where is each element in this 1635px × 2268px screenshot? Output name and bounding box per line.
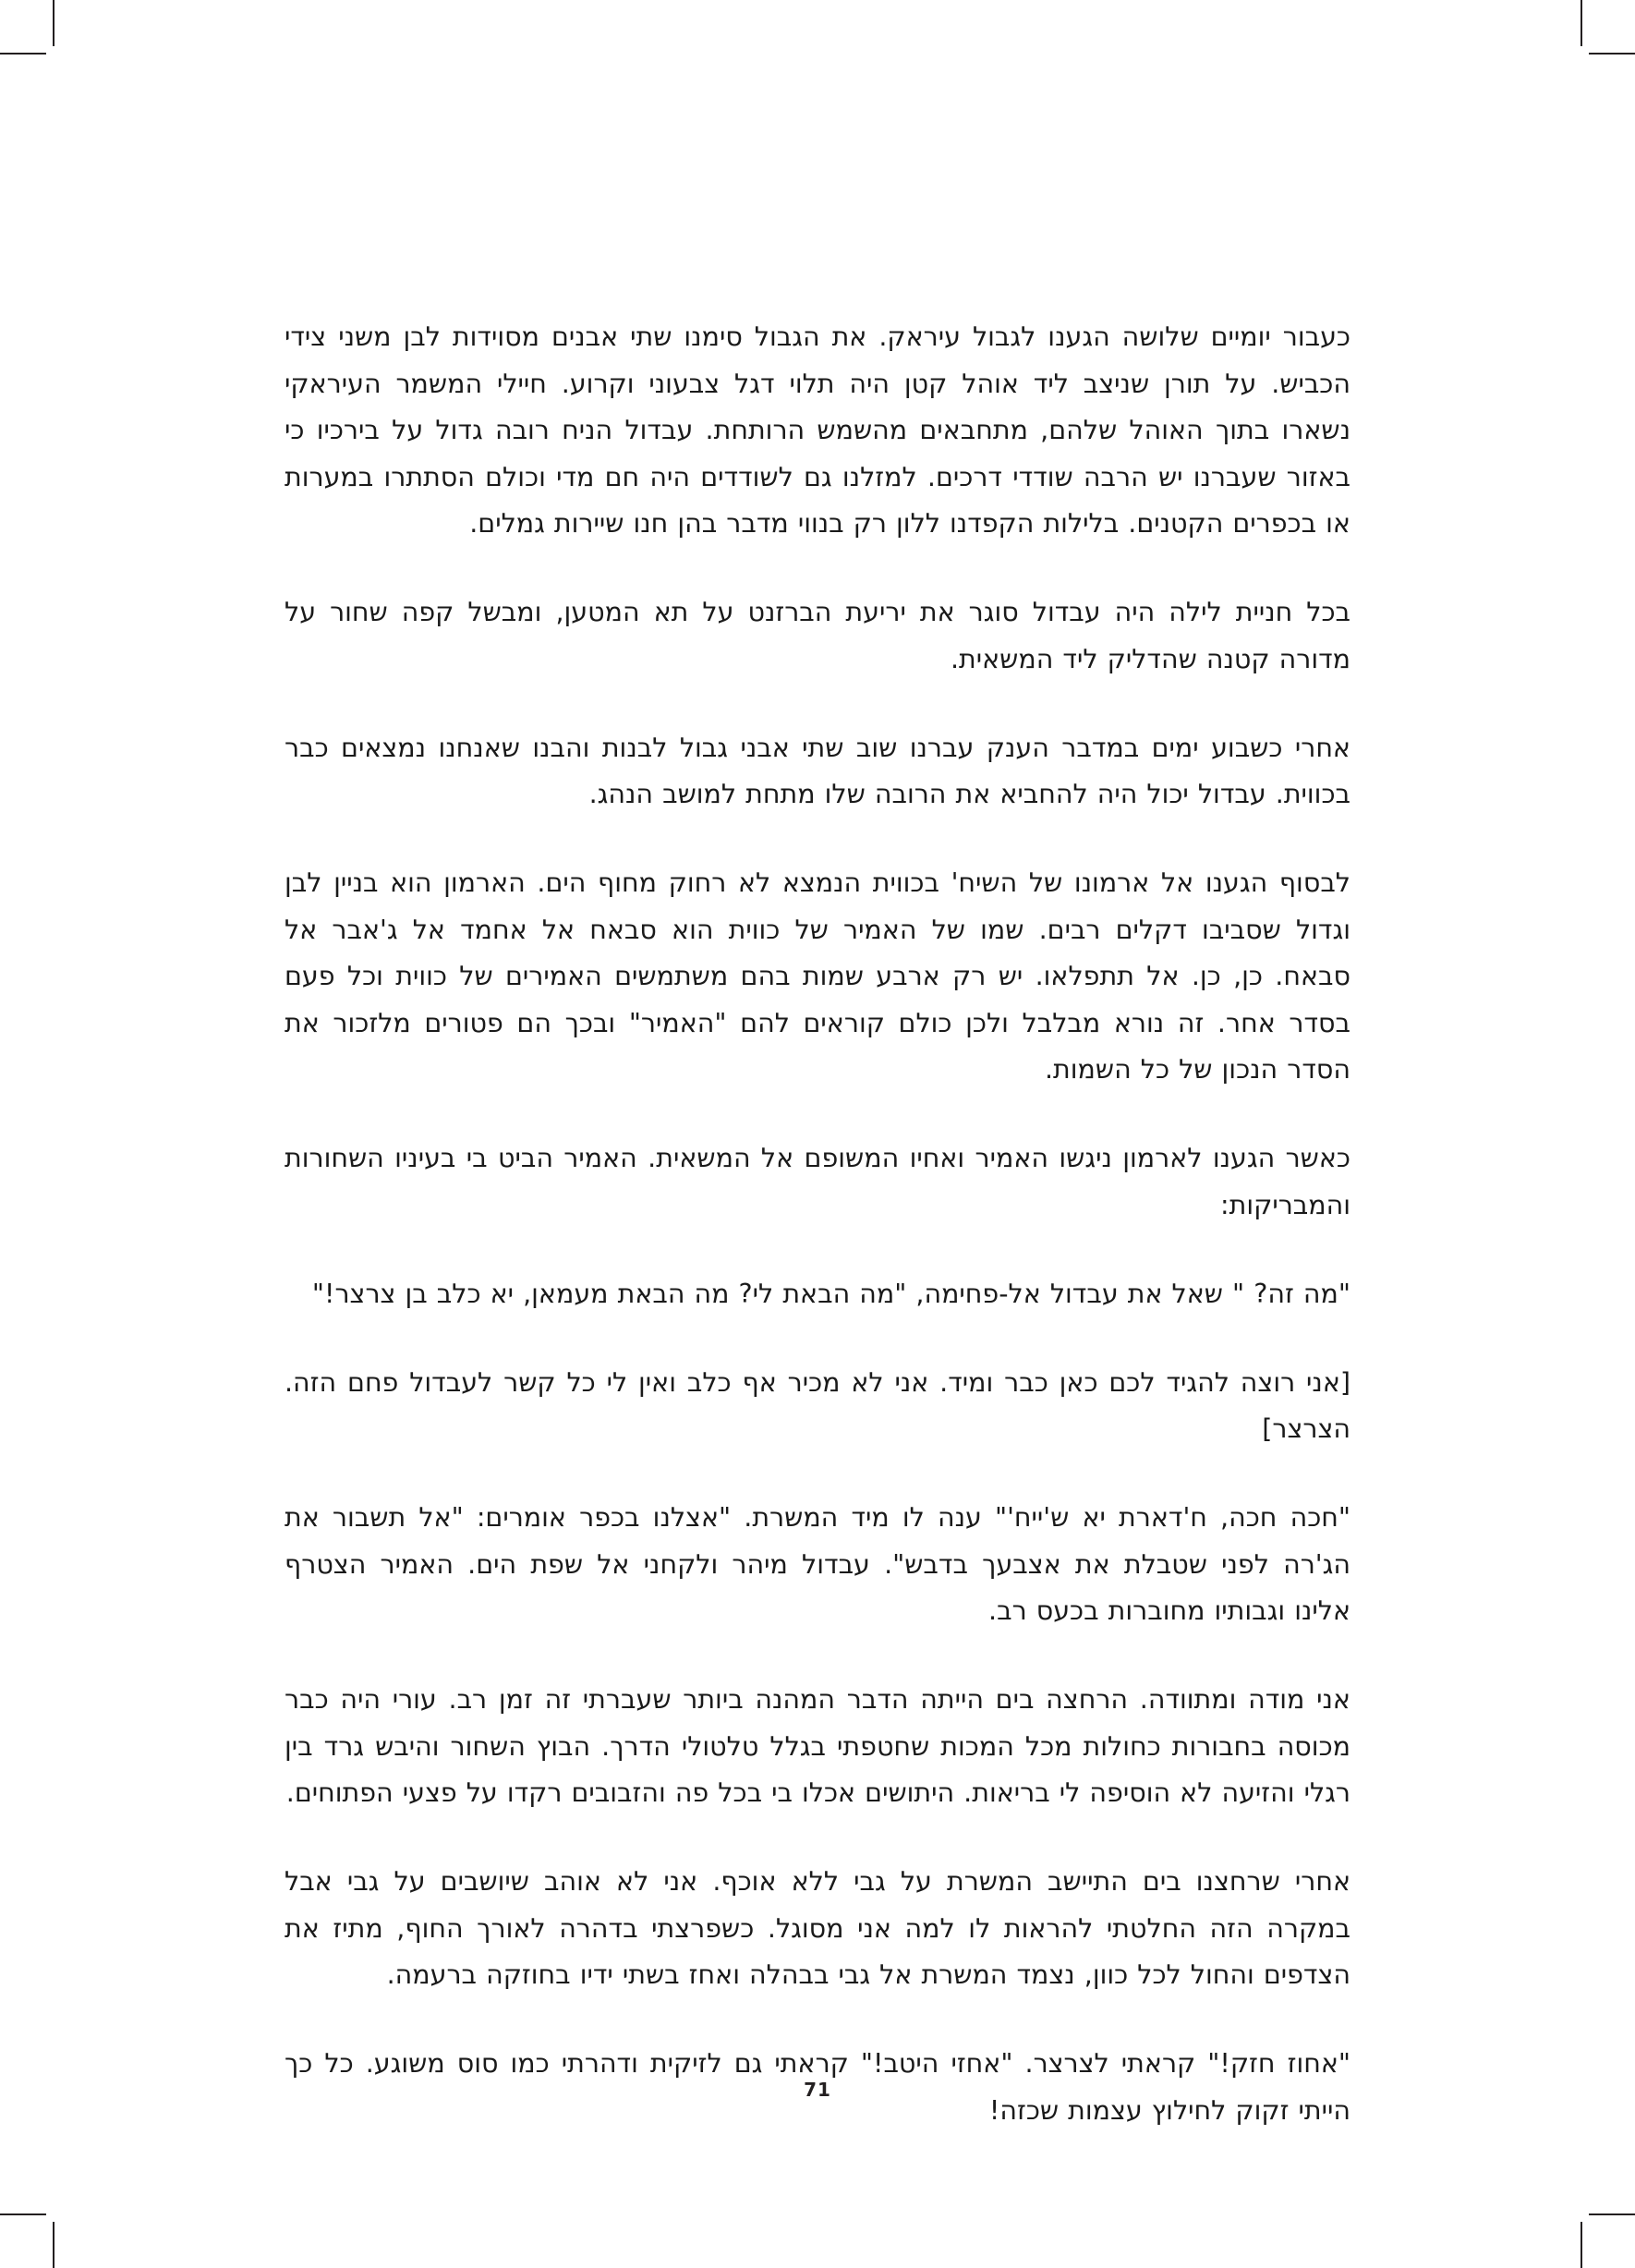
crop-mark-top-left-vertical — [53, 0, 54, 46]
paragraph-1: כעבור יומיים שלושה הגענו לגבול עיראק. את הגבול סימנו שתי אבנים מסוידות לבן משני צידי הכביש. על תורן שניצב ליד אוהל קטן היה תלוי דגל צבעוני וקרוע. חיילי המשמר העיראקי נשארו בתוך האוהל שלהם, מתחבאים מהשמש הרותחת. עבדול הניח רובה גדול על בירכיו כי באזור שעברנו יש הרבה שודדי דרכים. למזלנו גם לשודדים היה חם מדי וכולם הסתתרו במערות או בכפרים הקטנים. בלילות הקפדנו ללון רק בנווי מדבר בהן חנו שיירות גמלים. — [285, 321, 1350, 539]
paragraph-3: אחרי כשבוע ימים במדבר הענק עברנו שוב שתי אבני גבול לבנות והבנו שאנחנו נמצאים כבר בכווית. עבדול יכול היה להחביא את הרובה שלו מתחת למושב הנהג. — [285, 732, 1350, 809]
paragraph-11: "אחוז חזק!" קראתי לצרצר. "אחזי היטב!" קראתי גם לזיקית ודהרתי כמו סוס משוגע. כל כך הייתי זקוק לחילוץ עצמות שכזה! — [285, 2048, 1350, 2126]
crop-mark-bottom-left-vertical — [53, 2222, 54, 2268]
crop-mark-top-left-horizontal — [0, 53, 46, 55]
crop-mark-bottom-right-horizontal — [1589, 2213, 1635, 2215]
page-body — [285, 314, 1350, 2177]
paragraph-10: אחרי שרחצנו בים התיישב המשרת על גבי ללא אוכף. אני לא אוהב שיושבים על גבי אבל במקרה הזה החלטתי להראות לו למה אני מסוגל. כשפרצתי בדהרה לאורך החוף, מתיז את הצדפים והחול לכל כוון, נצמד המשרת אל גבי בבהלה ואחז בשתי ידיו בחוזקה ברעמה. — [285, 1866, 1350, 1990]
crop-mark-bottom-right-vertical — [1580, 2222, 1582, 2268]
paragraph-2: בכל חניית לילה היה עבדול סוגר את יריעת הברזנט על תא המטען, ומבשל קפה שחור על מדורה קטנה שהדליק ליד המשאית. — [285, 597, 1350, 674]
paragraph-4: לבסוף הגענו אל ארמונו של השיח' בכווית הנמצא לא רחוק מחוף הים. הארמון הוא בניין לבן וגדול שסביבו דקלים רבים. שמו של האמיר של כווית הוא סבאח אל אחמד אל ג'אבר אל סבאח. כן, כן. אל תתפלאו. יש רק ארבע שמות בהם משתמשים האמירים של כווית וכל פעם בסדר אחר. זה נורא מבלבל ולכן כולם קוראים להם "האמיר" ובכך הם פטורים מלזכור את הסדר הנכון של כל השמות. — [285, 867, 1350, 1085]
crop-mark-top-right-vertical — [1580, 0, 1582, 46]
crop-mark-top-right-horizontal — [1589, 53, 1635, 55]
page-number: 71 — [804, 2079, 831, 2101]
paragraph-8: "חכה חכה, ח'דארת יא ש'ייח'" ענה לו מיד המשרת. "אצלנו בכפר אומרים: "אל תשבור את הג'רה לפני שטבלת את אצבעך בדבש". עבדול מיהר ולקחני אל שפת הים. האמיר הצטרף אלינו וגבותיו מחוברות בכעס רב. — [285, 1502, 1350, 1626]
crop-mark-bottom-left-horizontal — [0, 2213, 46, 2215]
paragraph-7: [אני רוצה להגיד לכם כאן כבר ומיד. אני לא מכיר אף כלב ואין לי כל קשר לעבדול פחם הזה. הצרצר] — [285, 1366, 1350, 1444]
paragraph-9: אני מודה ומתוודה. הרחצה בים הייתה הדבר המהנה ביותר שעברתי זה זמן רב. עורי היה כבר מכוסה בחבורות כחולות מכל המכות שחטפתי בגלל טלטולי הדרך. הבוץ השחור והיבש גרד בין רגלי והזיעה לא הוסיפה לי בריאות. היתושים אכלו בי בכל פה והזבובים רקדו על פצעי הפתוחים. — [285, 1684, 1350, 1808]
paragraph-6: "מה זה? " שאל את עבדול אל-פחימה, "מה הבאת לי? מה הבאת מעמאן, יא כלב בן צרצר!" — [311, 1278, 1350, 1309]
paragraph-5: כאשר הגענו לארמון ניגשו האמיר ואחיו המשופם אל המשאית. האמיר הביט בי בעיניו השחורות והמבריקות: — [285, 1143, 1350, 1220]
